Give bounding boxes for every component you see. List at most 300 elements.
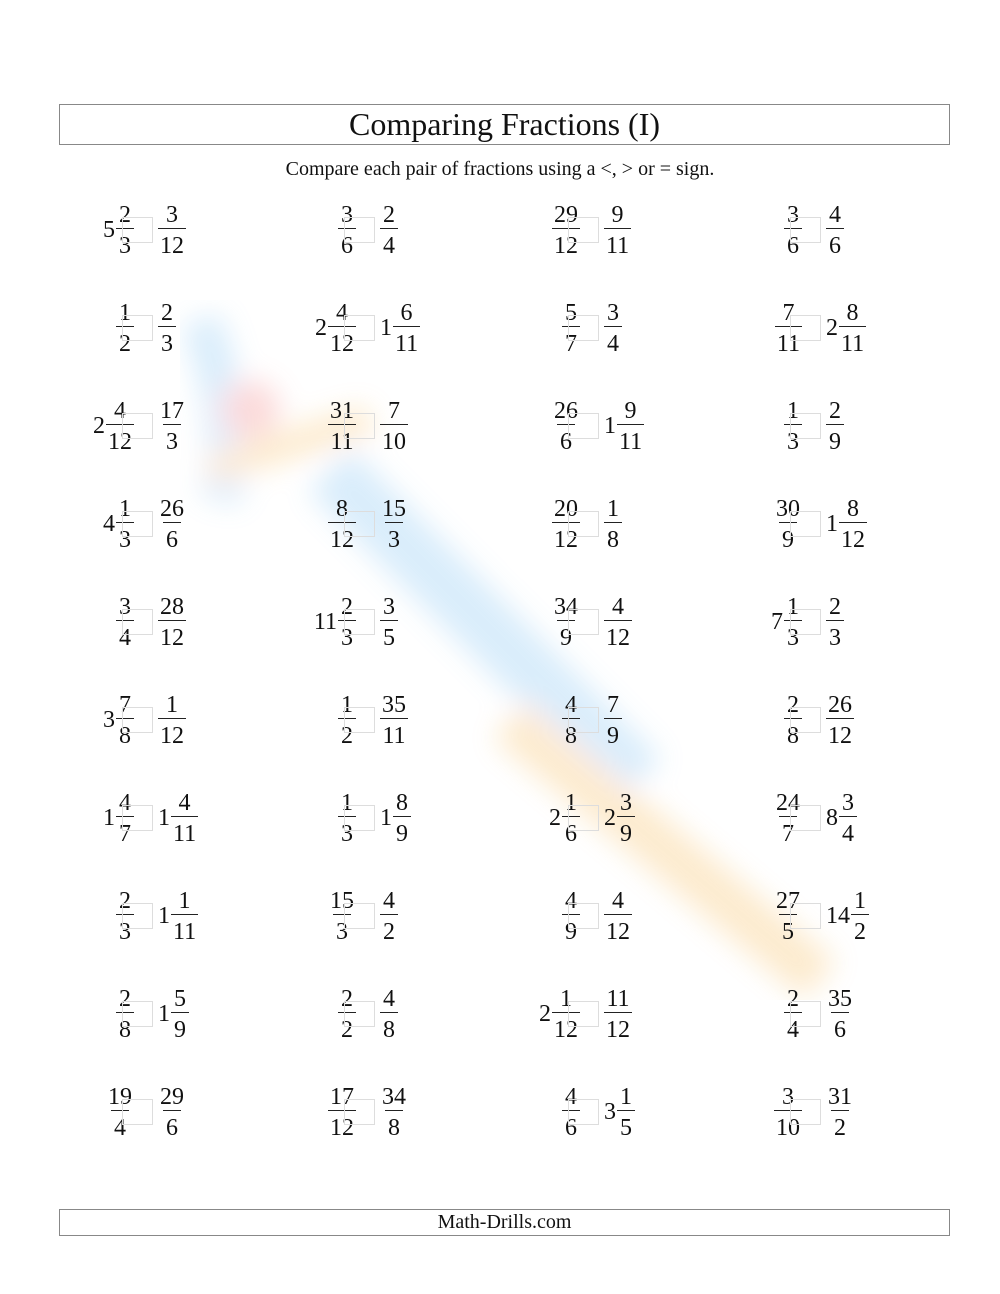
fraction — [158, 594, 186, 651]
numerator: 2 — [341, 985, 353, 1012]
comparison-problem — [56, 195, 256, 265]
answer-box[interactable] — [568, 1099, 599, 1125]
numerator: 1 — [787, 593, 799, 620]
numerator: 1 — [119, 299, 131, 326]
numerator: 3 — [341, 201, 353, 228]
comparison-problem — [724, 293, 924, 363]
answer-box[interactable] — [122, 217, 153, 243]
denominator: 5 — [380, 620, 398, 651]
answer-box[interactable] — [568, 413, 599, 439]
numerator: 3 — [607, 299, 619, 326]
denominator: 10 — [380, 424, 408, 455]
comparison-problem — [278, 587, 478, 657]
right-fraction — [604, 685, 622, 755]
fraction — [158, 202, 186, 259]
comparison-problem — [502, 587, 702, 657]
right-fraction — [826, 1077, 854, 1147]
numerator: 6 — [400, 299, 413, 326]
denominator: 10 — [774, 1110, 802, 1141]
comparison-problem — [502, 195, 702, 265]
whole-number: 1 — [380, 804, 392, 831]
answer-box[interactable] — [790, 609, 821, 635]
answer-box[interactable] — [790, 315, 821, 341]
numerator: 3 — [119, 593, 131, 620]
numerator: 2 — [341, 593, 353, 620]
numerator: 20 — [554, 495, 578, 522]
denominator: 12 — [604, 914, 632, 945]
numerator: 26 — [160, 495, 184, 522]
answer-box[interactable] — [568, 805, 599, 831]
right-fraction — [380, 1077, 408, 1147]
numerator: 28 — [160, 593, 184, 620]
comparison-problem — [502, 881, 702, 951]
denominator: 4 — [111, 1110, 129, 1141]
numerator: 26 — [828, 691, 852, 718]
right-fraction — [380, 685, 408, 755]
answer-box[interactable] — [790, 903, 821, 929]
answer-box[interactable] — [122, 315, 153, 341]
denominator: 12 — [604, 1012, 632, 1043]
numerator: 17 — [330, 1083, 354, 1110]
fraction — [604, 202, 631, 259]
denominator: 5 — [779, 914, 797, 945]
denominator: 12 — [826, 718, 854, 749]
answer-box[interactable] — [122, 903, 153, 929]
right-fraction — [380, 881, 398, 951]
comparison-problem — [502, 685, 702, 755]
numerator: 17 — [160, 397, 184, 424]
fraction — [826, 398, 844, 455]
comparison-problem — [278, 881, 478, 951]
fraction — [617, 790, 635, 847]
comparison-problem — [278, 391, 478, 461]
fraction — [826, 202, 844, 259]
fraction — [604, 692, 622, 749]
fraction — [839, 790, 857, 847]
numerator: 35 — [382, 691, 406, 718]
fraction — [158, 1084, 186, 1141]
right-fraction — [380, 489, 408, 559]
denominator: 4 — [116, 620, 134, 651]
answer-box[interactable] — [122, 511, 153, 537]
right-fraction — [158, 1077, 186, 1147]
right-fraction — [604, 293, 622, 363]
answer-box[interactable] — [790, 707, 821, 733]
numerator: 8 — [846, 299, 859, 326]
numerator: 4 — [565, 1083, 577, 1110]
denominator: 6 — [338, 228, 356, 259]
denominator: 6 — [831, 1012, 849, 1043]
comparison-problem — [724, 1077, 924, 1147]
numerator: 34 — [554, 593, 578, 620]
numerator: 1 — [560, 985, 572, 1012]
numerator: 3 — [620, 789, 632, 816]
denominator: 9 — [779, 522, 797, 553]
comparison-problem — [56, 293, 256, 363]
comparison-problem — [724, 587, 924, 657]
whole-number: 2 — [539, 1000, 551, 1027]
denominator: 12 — [158, 620, 186, 651]
right-fraction — [158, 685, 186, 755]
numerator: 1 — [341, 691, 353, 718]
denominator: 12 — [328, 522, 356, 553]
comparison-problem — [502, 783, 702, 853]
numerator: 31 — [828, 1083, 852, 1110]
denominator: 3 — [826, 620, 844, 651]
answer-box[interactable] — [122, 609, 153, 635]
fraction — [380, 398, 408, 455]
answer-box[interactable] — [790, 217, 821, 243]
fraction — [604, 496, 622, 553]
right-fraction — [380, 979, 398, 1049]
denominator: 11 — [393, 326, 420, 357]
answer-box[interactable] — [790, 511, 821, 537]
denominator: 12 — [839, 522, 867, 553]
numerator: 30 — [776, 495, 800, 522]
whole-number: 11 — [313, 608, 337, 635]
answer-box[interactable] — [344, 707, 375, 733]
numerator: 7 — [782, 299, 795, 326]
denominator: 2 — [831, 1110, 849, 1141]
denominator: 9 — [617, 816, 635, 847]
fraction — [158, 496, 186, 553]
answer-box[interactable] — [568, 609, 599, 635]
numerator: 9 — [611, 201, 624, 228]
denominator: 2 — [380, 914, 398, 945]
numerator: 3 — [383, 593, 395, 620]
right-fraction — [604, 489, 622, 559]
comparison-problem — [278, 195, 478, 265]
denominator: 9 — [562, 914, 580, 945]
whole-number: 2 — [93, 412, 105, 439]
fraction — [604, 594, 632, 651]
answer-box[interactable] — [344, 609, 375, 635]
answer-box[interactable] — [568, 217, 599, 243]
fraction — [380, 496, 408, 553]
right-fraction — [604, 979, 632, 1049]
fraction — [604, 986, 632, 1043]
numerator: 5 — [174, 985, 186, 1012]
comparison-problem — [56, 1077, 256, 1147]
denominator: 11 — [171, 816, 198, 847]
denominator: 11 — [604, 228, 631, 259]
whole-number: 2 — [315, 314, 327, 341]
fraction — [380, 594, 398, 651]
fraction — [158, 300, 176, 357]
right-fraction — [604, 1077, 635, 1147]
whole-number: 1 — [103, 804, 115, 831]
comparison-problem — [724, 783, 924, 853]
comparison-problem — [502, 391, 702, 461]
answer-box[interactable] — [344, 1001, 375, 1027]
comparison-problem — [56, 783, 256, 853]
comparison-problem — [724, 979, 924, 1049]
right-fraction — [826, 587, 844, 657]
denominator: 11 — [775, 326, 802, 357]
denominator: 7 — [562, 326, 580, 357]
whole-number: 8 — [826, 804, 838, 831]
answer-box[interactable] — [344, 315, 375, 341]
answer-box[interactable] — [790, 805, 821, 831]
numerator: 4 — [119, 789, 131, 816]
answer-box[interactable] — [568, 511, 599, 537]
right-fraction — [158, 783, 198, 853]
comparison-problem — [56, 881, 256, 951]
whole-number: 2 — [549, 804, 561, 831]
whole-number: 14 — [826, 902, 850, 929]
numerator: 31 — [330, 397, 354, 424]
denominator: 8 — [562, 718, 580, 749]
numerator: 1 — [854, 887, 866, 914]
numerator: 24 — [776, 789, 800, 816]
comparison-problem — [56, 979, 256, 1049]
denominator: 8 — [604, 522, 622, 553]
right-fraction — [826, 979, 854, 1049]
denominator: 11 — [839, 326, 866, 357]
denominator: 8 — [116, 1012, 134, 1043]
right-fraction — [158, 489, 186, 559]
fraction — [826, 594, 844, 651]
comparison-problem — [56, 587, 256, 657]
right-fraction — [380, 587, 398, 657]
denominator: 3 — [385, 522, 403, 553]
answer-box[interactable] — [122, 805, 153, 831]
fraction — [617, 398, 644, 455]
denominator: 8 — [116, 718, 134, 749]
numerator: 7 — [388, 397, 400, 424]
right-fraction — [158, 979, 189, 1049]
denominator: 3 — [116, 522, 134, 553]
numerator: 4 — [178, 789, 191, 816]
numerator: 4 — [383, 985, 395, 1012]
numerator: 34 — [382, 1083, 406, 1110]
answer-box[interactable] — [790, 413, 821, 439]
fraction — [380, 1084, 408, 1141]
comparison-problem — [56, 489, 256, 559]
numerator: 19 — [108, 1083, 132, 1110]
fraction — [826, 986, 854, 1043]
denominator: 11 — [328, 424, 355, 455]
numerator: 8 — [336, 495, 348, 522]
comparison-problem — [278, 489, 478, 559]
numerator: 2 — [829, 593, 841, 620]
numerator: 8 — [847, 495, 859, 522]
right-fraction — [380, 783, 411, 853]
numerator: 9 — [624, 397, 637, 424]
fraction — [851, 888, 869, 945]
numerator: 3 — [842, 789, 854, 816]
numerator: 2 — [119, 887, 131, 914]
numerator: 2 — [829, 397, 841, 424]
numerator: 7 — [607, 691, 619, 718]
denominator: 6 — [562, 1110, 580, 1141]
numerator: 4 — [829, 201, 841, 228]
fraction — [826, 692, 854, 749]
right-fraction — [158, 587, 186, 657]
numerator: 1 — [119, 495, 131, 522]
right-fraction — [158, 391, 186, 461]
numerator: 1 — [607, 495, 619, 522]
numerator: 1 — [565, 789, 577, 816]
fraction — [380, 202, 398, 259]
denominator: 9 — [604, 718, 622, 749]
denominator: 12 — [552, 1012, 580, 1043]
whole-number: 1 — [826, 510, 838, 537]
fraction — [158, 692, 186, 749]
denominator: 3 — [784, 620, 802, 651]
answer-box[interactable] — [344, 1099, 375, 1125]
denominator: 4 — [380, 228, 398, 259]
fraction — [158, 398, 186, 455]
right-fraction — [158, 195, 186, 265]
comparison-problem — [56, 685, 256, 755]
denominator: 4 — [784, 1012, 802, 1043]
right-fraction — [826, 881, 869, 951]
footer-site-name: Math-Drills.com — [59, 1209, 950, 1236]
denominator: 2 — [338, 718, 356, 749]
denominator: 9 — [826, 424, 844, 455]
answer-box[interactable] — [790, 1099, 821, 1125]
whole-number: 7 — [771, 608, 783, 635]
numerator: 4 — [612, 887, 624, 914]
comparison-problem — [502, 1077, 702, 1147]
denominator: 6 — [557, 424, 575, 455]
denominator: 12 — [552, 522, 580, 553]
answer-box[interactable] — [344, 511, 375, 537]
numerator: 15 — [330, 887, 354, 914]
fraction — [826, 1084, 854, 1141]
right-fraction — [604, 587, 632, 657]
comparison-problem — [278, 783, 478, 853]
fraction — [171, 790, 198, 847]
numerator: 8 — [396, 789, 408, 816]
denominator: 7 — [116, 816, 134, 847]
denominator: 11 — [171, 914, 198, 945]
denominator: 7 — [779, 816, 797, 847]
numerator: 2 — [787, 691, 799, 718]
answer-box[interactable] — [568, 315, 599, 341]
whole-number: 2 — [604, 804, 616, 831]
answer-box[interactable] — [344, 903, 375, 929]
numerator: 1 — [166, 691, 178, 718]
denominator: 2 — [116, 326, 134, 357]
denominator: 3 — [116, 914, 134, 945]
answer-box[interactable] — [790, 1001, 821, 1027]
whole-number: 1 — [158, 1000, 170, 1027]
denominator: 12 — [552, 228, 580, 259]
fraction — [393, 300, 420, 357]
instructions: Compare each pair of fractions using a <, > or = sign. — [285, 158, 715, 180]
denominator: 12 — [604, 620, 632, 651]
denominator: 11 — [380, 718, 407, 749]
right-fraction — [604, 195, 631, 265]
denominator: 3 — [158, 326, 176, 357]
numerator: 7 — [119, 691, 131, 718]
numerator: 27 — [776, 887, 800, 914]
right-fraction — [380, 391, 408, 461]
comparison-problem — [724, 685, 924, 755]
answer-box[interactable] — [344, 805, 375, 831]
numerator: 15 — [382, 495, 406, 522]
whole-number: 1 — [604, 412, 616, 439]
answer-box[interactable] — [344, 413, 375, 439]
answer-box[interactable] — [122, 1001, 153, 1027]
denominator: 6 — [163, 522, 181, 553]
denominator: 3 — [333, 914, 351, 945]
denominator: 2 — [851, 914, 869, 945]
numerator: 4 — [612, 593, 624, 620]
comparison-problem — [724, 489, 924, 559]
right-fraction — [826, 783, 857, 853]
answer-box[interactable] — [568, 1001, 599, 1027]
denominator: 8 — [385, 1110, 403, 1141]
answer-box[interactable] — [344, 217, 375, 243]
numerator: 1 — [178, 887, 191, 914]
comparison-problem — [278, 293, 478, 363]
fraction — [604, 888, 632, 945]
right-fraction — [826, 195, 844, 265]
numerator: 2 — [383, 201, 395, 228]
fraction — [393, 790, 411, 847]
numerator: 2 — [787, 985, 799, 1012]
answer-box[interactable] — [568, 903, 599, 929]
right-fraction — [604, 391, 644, 461]
denominator: 4 — [604, 326, 622, 357]
numerator: 4 — [336, 299, 348, 326]
right-fraction — [826, 685, 854, 755]
right-fraction — [380, 293, 420, 363]
comparison-problem — [724, 195, 924, 265]
comparison-problem — [724, 881, 924, 951]
numerator: 4 — [383, 887, 395, 914]
whole-number: 4 — [103, 510, 115, 537]
whole-number: 1 — [158, 804, 170, 831]
right-fraction — [826, 489, 867, 559]
comparison-problem — [56, 391, 256, 461]
denominator: 12 — [328, 326, 356, 357]
whole-number: 1 — [380, 314, 392, 341]
right-fraction — [604, 881, 632, 951]
comparison-problem — [502, 293, 702, 363]
numerator: 1 — [620, 1083, 632, 1110]
whole-number: 3 — [103, 706, 115, 733]
numerator: 1 — [341, 789, 353, 816]
numerator: 2 — [161, 299, 173, 326]
answer-box[interactable] — [122, 1099, 153, 1125]
fraction — [380, 986, 398, 1043]
numerator: 2 — [119, 985, 131, 1012]
fraction — [617, 1084, 635, 1141]
denominator: 2 — [338, 1012, 356, 1043]
denominator: 6 — [826, 228, 844, 259]
numerator: 11 — [606, 985, 630, 1012]
numerator: 4 — [565, 691, 577, 718]
answer-box[interactable] — [568, 707, 599, 733]
right-fraction — [826, 293, 866, 363]
denominator: 8 — [380, 1012, 398, 1043]
answer-box[interactable] — [122, 707, 153, 733]
comparison-problem — [278, 685, 478, 755]
fraction — [380, 692, 408, 749]
numerator: 29 — [160, 1083, 184, 1110]
whole-number: 5 — [103, 216, 115, 243]
numerator: 26 — [554, 397, 578, 424]
denominator: 3 — [338, 620, 356, 651]
denominator: 3 — [784, 424, 802, 455]
denominator: 9 — [557, 620, 575, 651]
denominator: 8 — [784, 718, 802, 749]
answer-box[interactable] — [122, 413, 153, 439]
